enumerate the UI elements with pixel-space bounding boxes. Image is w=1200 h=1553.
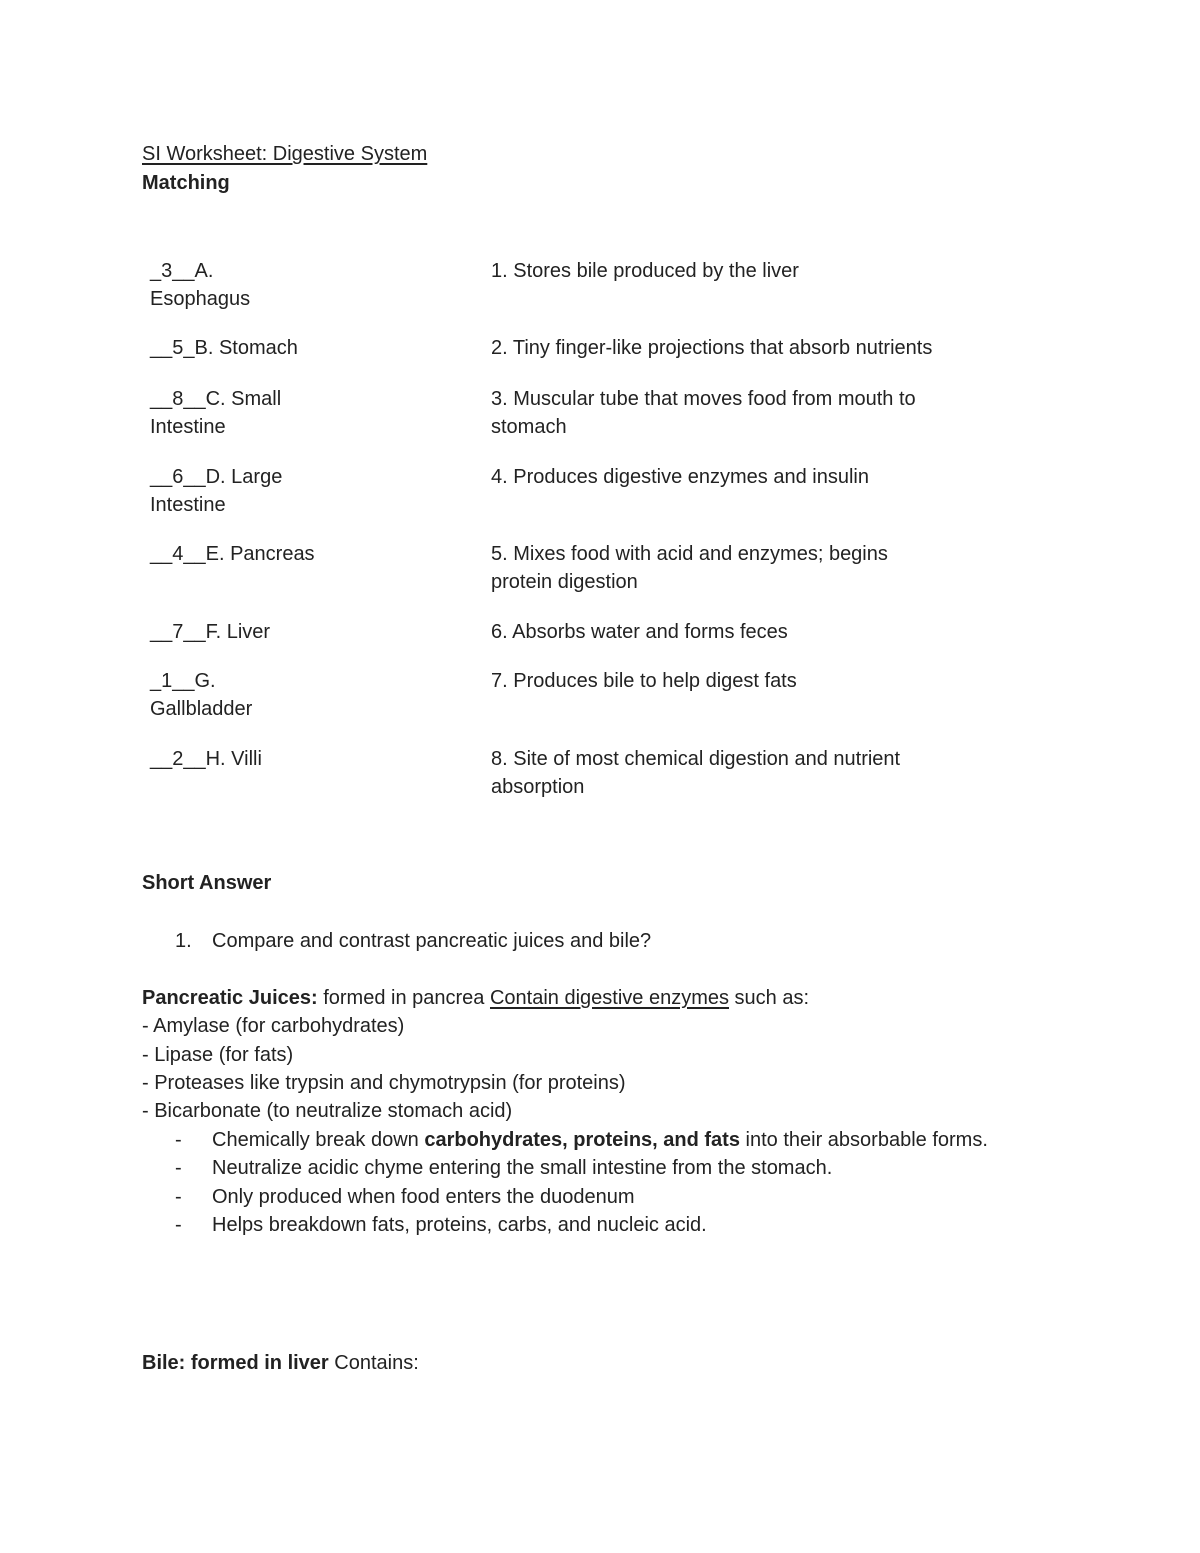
match-right-7 <box>491 667 991 695</box>
match-left-e <box>150 540 450 568</box>
pancreatic-juices-label: Pancreatic Juices: <box>142 987 318 1009</box>
sub-list-item: Neutralize acidic chyme entering the small intestine from the stomach. <box>212 1157 833 1179</box>
sub-list-item: Helps breakdown fats, proteins, carbs, and nucleic acid. <box>212 1214 707 1236</box>
match-left-line: Esophagus <box>150 288 251 310</box>
match-right-4 <box>491 463 991 491</box>
match-right-line: absorption <box>491 776 585 798</box>
sub-list-dash: - <box>175 1157 182 1179</box>
question-number: 1. <box>175 930 192 952</box>
match-left-line: Intestine <box>150 416 226 438</box>
match-left-line: Gallbladder <box>150 698 253 720</box>
match-right-8 <box>491 745 991 801</box>
match-right-line: 6. Absorbs water and forms feces <box>491 621 788 643</box>
list-item: - Lipase (for fats) <box>142 1044 294 1066</box>
match-right-line: 7. Produces bile to help digest fats <box>491 670 797 692</box>
sub-text: into their absorbable forms. <box>739 1129 988 1151</box>
sub-list-item <box>212 1126 988 1154</box>
match-right-2 <box>491 334 991 362</box>
match-left-line: __8__C. Small <box>150 388 282 410</box>
pancreatic-such-as: such as: <box>729 987 810 1009</box>
match-right-line: 4. Produces digestive enzymes and insulin <box>491 466 869 488</box>
list-item: - Proteases like trypsin and chymotrypsin (for proteins) <box>142 1072 626 1094</box>
match-right-line: protein digestion <box>491 571 638 593</box>
list-item: - Amylase (for carbohydrates) <box>142 1015 405 1037</box>
bile-contains: Contains: <box>328 1352 419 1374</box>
match-left-line: __2__H. Villi <box>150 748 262 770</box>
sub-list-dash: - <box>175 1214 182 1236</box>
match-left-line: __4__E. Pancreas <box>150 543 315 565</box>
match-right-line: 8. Site of most chemical digestion and nutrient <box>491 748 901 770</box>
short-answer-heading: Short Answer <box>142 872 272 894</box>
match-right-line: 5. Mixes food with acid and enzymes; begins <box>491 543 888 565</box>
match-right-3 <box>491 385 991 441</box>
match-right-line: 2. Tiny finger-like projections that absorb nutrients <box>491 337 933 359</box>
match-left-a <box>150 257 450 313</box>
bile-label: Bile: formed in liver <box>142 1352 329 1374</box>
match-right-line: stomach <box>491 416 567 438</box>
page-title: SI Worksheet: Digestive System <box>142 143 428 165</box>
pancreatic-juices-line <box>142 984 809 1012</box>
sub-text-bold: carbohydrates, proteins, and fats <box>424 1129 740 1151</box>
match-right-6 <box>491 618 991 646</box>
match-right-1 <box>491 257 991 285</box>
match-left-line: Intestine <box>150 494 226 516</box>
match-left-d <box>150 463 450 519</box>
question-text: Compare and contrast pancreatic juices and bile? <box>212 930 652 952</box>
sub-text: Chemically break down <box>212 1129 425 1151</box>
match-left-line: __6__D. Large <box>150 466 283 488</box>
bile-line <box>142 1349 419 1377</box>
pancreatic-formed: formed in pancrea <box>317 987 490 1009</box>
sub-list-dash: - <box>175 1186 182 1208</box>
pancreatic-contains: Contain digestive enzymes <box>489 987 729 1009</box>
match-left-line: _3__A. <box>150 260 214 282</box>
match-left-c <box>150 385 450 441</box>
match-left-line: __5_B. Stomach <box>150 337 298 359</box>
sub-list-item: Only produced when food enters the duodenum <box>212 1186 635 1208</box>
match-left-b <box>150 334 450 362</box>
match-right-line: 1. Stores bile produced by the liver <box>491 260 799 282</box>
match-left-f <box>150 618 450 646</box>
match-left-line: _1__G. <box>150 670 216 692</box>
sub-list-dash: - <box>175 1129 182 1151</box>
match-left-line: __7__F. Liver <box>150 621 271 643</box>
match-left-h <box>150 745 450 773</box>
match-left-g <box>150 667 450 723</box>
match-right-5 <box>491 540 991 596</box>
match-right-line: 3. Muscular tube that moves food from mouth to <box>491 388 916 410</box>
matching-heading: Matching <box>142 172 230 194</box>
list-item: - Bicarbonate (to neutralize stomach acid) <box>142 1100 513 1122</box>
